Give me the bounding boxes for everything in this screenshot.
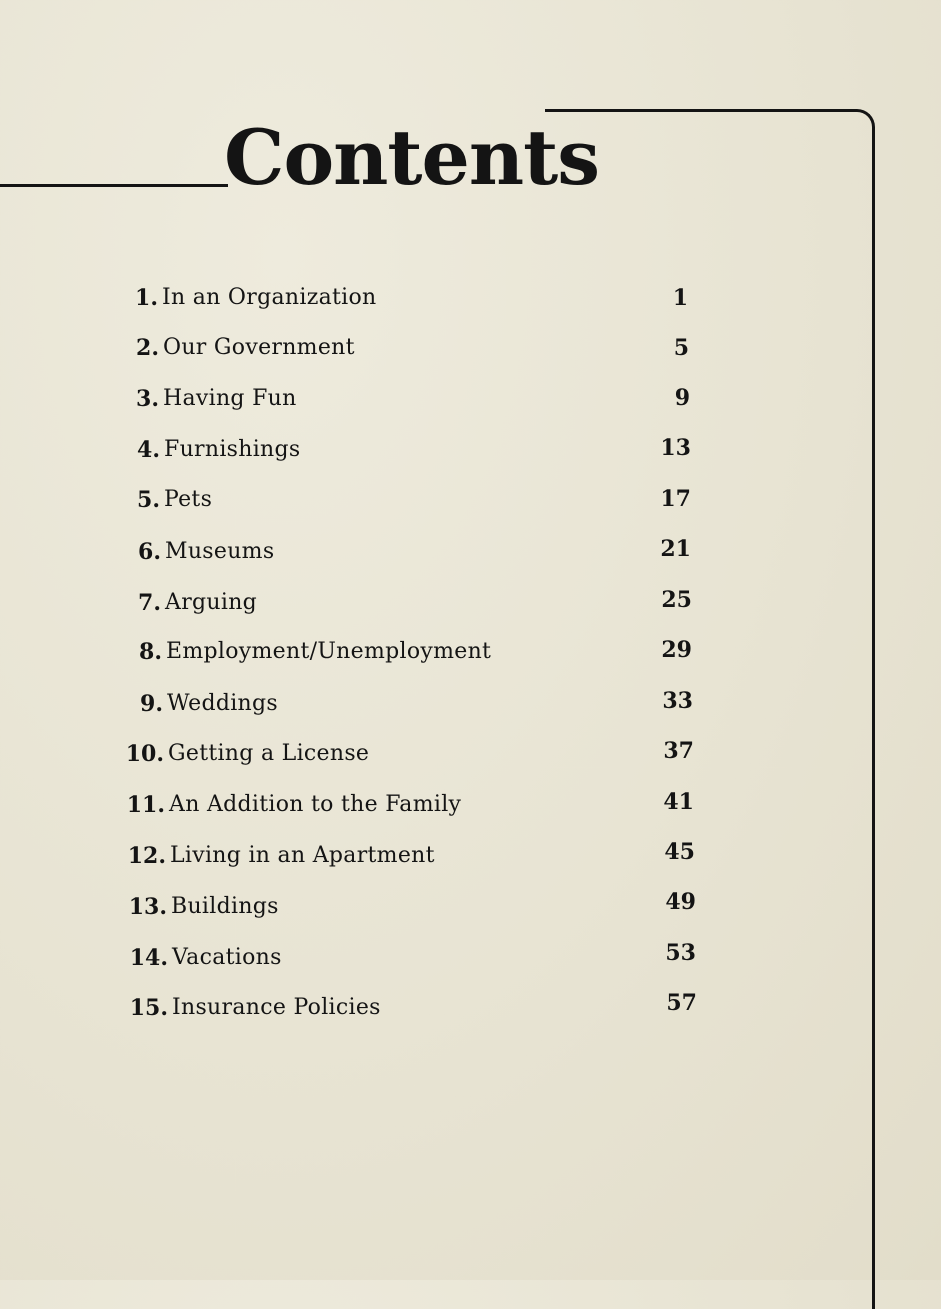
toc-entry-title: Vacations	[172, 945, 282, 970]
toc-entry-number: 11.	[126, 792, 165, 818]
toc-entry-title: Weddings	[167, 691, 278, 716]
toc-entry-title: In an Organization	[162, 285, 377, 310]
toc-entry-number: 13.	[128, 894, 167, 920]
toc-entry-title: An Addition to the Family	[169, 792, 462, 817]
toc-entry-title: Pets	[164, 487, 213, 512]
toc-entry-title: Museums	[165, 539, 275, 564]
toc-entry-title: Our Government	[163, 335, 355, 360]
toc-entry-number: 2.	[136, 335, 159, 361]
toc-entry-title: Arguing	[165, 590, 258, 615]
toc-entry-number: 14.	[129, 945, 168, 971]
toc-entry-number: 4.	[137, 437, 160, 463]
toc-entry-title: Getting a License	[168, 741, 370, 766]
toc-entry-title: Insurance Policies	[172, 995, 381, 1020]
toc-entry-number: 9.	[140, 691, 163, 717]
toc-entry-title: Buildings	[171, 894, 279, 919]
toc-page-number: 45	[664, 839, 695, 865]
toc-page-number: 1	[672, 285, 688, 311]
toc-page-number: 21	[660, 536, 691, 562]
toc-page-number: 13	[660, 435, 691, 461]
toc-page-number: 25	[661, 587, 692, 613]
toc-page-number: 9	[674, 385, 690, 411]
page-title: Contents	[224, 113, 600, 202]
toc-entry-number: 1.	[135, 285, 158, 311]
toc-page-number: 5	[673, 335, 689, 361]
toc-page-number: 49	[665, 889, 696, 915]
toc-entry-number: 7.	[138, 590, 161, 616]
toc-page-number: 29	[661, 637, 692, 663]
toc-entry-number: 12.	[127, 843, 166, 869]
toc-entry-title: Living in an Apartment	[170, 843, 435, 868]
toc-entry-title: Having Fun	[163, 386, 297, 411]
toc-entry-title: Employment/Unemployment	[166, 639, 492, 664]
toc-entry-number: 8.	[139, 639, 162, 665]
toc-entry-title: Furnishings	[164, 437, 301, 462]
toc-page-number: 57	[666, 990, 697, 1016]
toc-entry-number: 6.	[138, 539, 161, 565]
toc-entry-number: 5.	[137, 487, 160, 513]
toc-page-number: 41	[663, 789, 694, 815]
toc-page-number: 53	[665, 940, 696, 966]
toc-entry-number: 15.	[129, 995, 168, 1021]
toc-entry-number: 10.	[125, 741, 164, 767]
toc-page-number: 33	[662, 688, 693, 714]
toc-page-number: 17	[660, 486, 691, 512]
toc-entry-number: 3.	[136, 386, 159, 412]
toc-page-number: 37	[663, 738, 694, 764]
